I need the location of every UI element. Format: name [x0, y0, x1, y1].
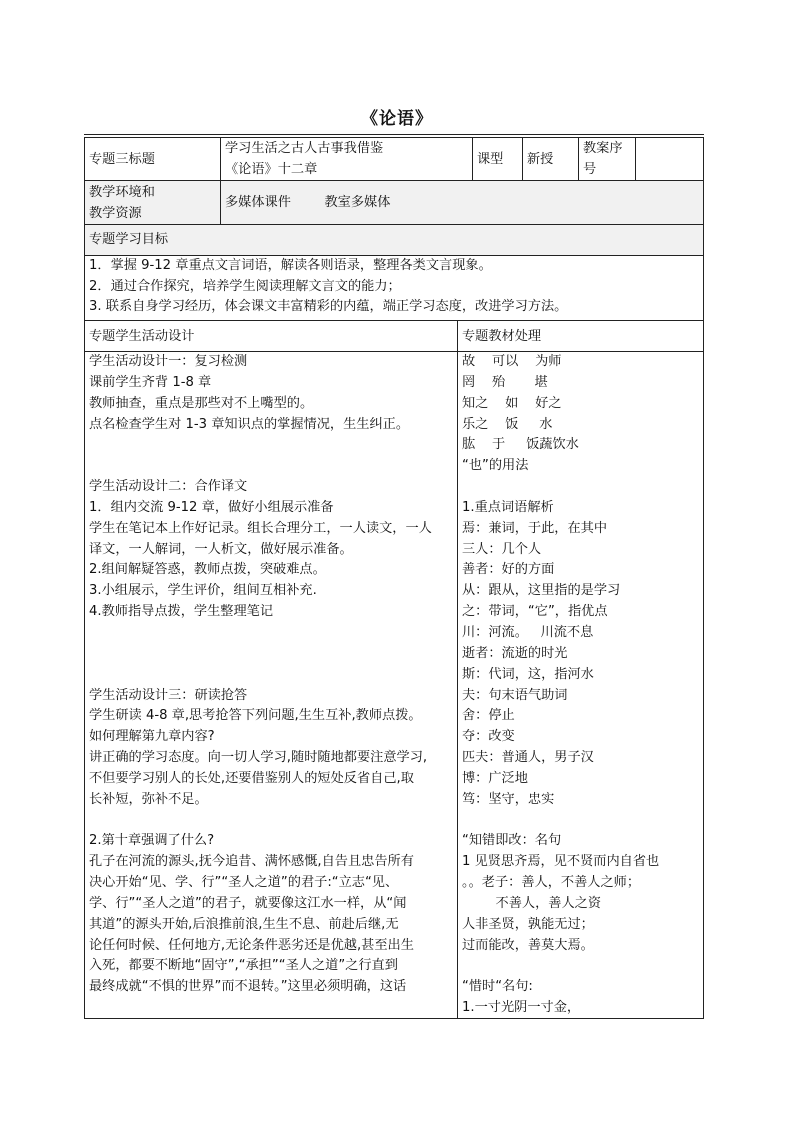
plan-seq-label-2: 号	[583, 162, 597, 177]
material-line: 1 见贤思齐焉，见不贤而内自省也	[462, 854, 660, 870]
activity-line: 决心开始“见、学、行”“圣人之道”的君子:“立志“见、	[89, 875, 399, 891]
activity-line: 其道”的源头开始,后浪推前浪,生生不息、前赴后继,无	[89, 916, 399, 932]
activity-line: 学生在笔记本上作好记录。组长合理分工，一人读文，一人	[89, 520, 432, 536]
plan-seq-label	[578, 138, 635, 180]
goal-item-3: 3. 联系自身学习经历，体会课文丰富精彩的内蕴，端正学习态度，改进学习方法。	[89, 299, 568, 314]
material-line: “也”的用法	[462, 458, 529, 474]
material-line: 从：跟从，这里指的是学习	[462, 583, 621, 599]
activity-line: 学生活动设计三：研读抢答	[89, 687, 248, 703]
material-line: 焉：兼词，于此，在其中	[462, 520, 608, 536]
env-value: 多媒体课件 教室多媒体	[225, 195, 391, 210]
material-line: 1.一寸光阴一寸金，	[462, 1000, 581, 1016]
material-line: “惜时“名句:	[462, 979, 533, 995]
material-line: 肱 于 饭蔬饮水	[462, 437, 579, 453]
activity-line: 学生研读 4-8 章,思考抢答下列问题,生生互补,教师点拨。	[89, 708, 422, 724]
topic-title-line-1: 学习生活之古人古事我借鉴	[225, 141, 384, 156]
env-label-1: 教学环境和	[89, 185, 155, 200]
material-line: 之：带词，“它”，指优点	[462, 604, 608, 620]
material-line: 人非圣贤，孰能无过；	[462, 916, 594, 932]
activity-line	[89, 456, 453, 477]
activity-line: 教师抽查，重点是那些对不上嘴型的。	[89, 395, 314, 411]
material-line: 博：广泛地	[462, 770, 528, 786]
row-line-4	[84, 320, 704, 321]
activities-header: 专题学生活动设计	[89, 329, 195, 344]
activity-line: 孔子在河流的源头,抚今追昔、满怀感慨,自告且忠告所有	[89, 854, 414, 870]
goals-label: 专题学习目标	[89, 232, 169, 247]
activity-line	[89, 644, 453, 665]
activities-column	[84, 352, 457, 998]
lesson-type-value: 新授	[527, 152, 554, 167]
row-line-2	[84, 224, 704, 225]
material-line: 夺：改变	[462, 729, 515, 745]
material-line: 笃：坚守，忠实	[462, 791, 555, 807]
activity-line: 4.教师指导点拨，学生整理笔记	[89, 604, 274, 620]
material-line: 罔 殆 堪	[462, 374, 548, 390]
material-line: 逝者：流逝的时光	[462, 645, 568, 661]
material-line: “知错即改：名句	[462, 833, 562, 849]
material-line	[462, 477, 699, 498]
material-line: 过而能改，善莫大焉。	[462, 937, 594, 953]
activity-line	[89, 623, 453, 644]
activity-line: 学生活动设计一：复习检测	[89, 354, 248, 369]
plan-seq-label-1: 教案序	[583, 141, 623, 156]
activity-line: 论任何时候、任何地方,无论条件恶劣还是优越,甚至出生	[89, 937, 414, 953]
activity-line: 点名检查学生对 1-3 章知识点的掌握情况，生生纠正。	[89, 416, 410, 432]
activity-line: 3.小组展示，学生评价，组间互相补充.	[89, 583, 317, 599]
materials-column	[457, 352, 703, 1019]
topic-label: 专题三标题	[89, 152, 155, 167]
activity-line: 最终成就“不惧的世界”而不退转。”这里必须明确，这话	[89, 979, 407, 995]
top-outer-line	[84, 134, 704, 135]
material-line: 夫：句末语气助词	[462, 687, 568, 703]
material-line: 不善人，善人之资	[462, 895, 602, 911]
activity-line: 讲正确的学习态度。向一切人学习,随时随地都要注意学习,	[89, 750, 428, 766]
material-line: 故 可以 为师	[462, 354, 562, 369]
goal-item-2: 2．通过合作探究，培养学生阅读理解文言文的能力；	[89, 278, 401, 294]
activity-line: 不但要学习别人的长处,还要借鉴别人的短处反省自己,取	[89, 770, 414, 786]
activity-line: 学生活动设计二：合作译文	[89, 479, 248, 495]
activity-line: 2.第十章强调了什么?	[89, 833, 215, 849]
material-line	[462, 811, 699, 832]
activity-line: 译文，一人解词，一人析文，做好展示准备。	[89, 541, 353, 557]
material-line: 舍：停止	[462, 708, 515, 724]
lesson-plan-table	[84, 137, 704, 1019]
activity-line: 课前学生齐背 1-8 章	[89, 374, 212, 390]
goals-list	[84, 256, 703, 318]
material-line: 1.重点词语解析	[462, 499, 554, 515]
right-border	[703, 137, 704, 1019]
material-line: 。。老子：善人，不善人之师；	[462, 875, 641, 891]
activity-line: 1．组内交流 9-12 章，做好小组展示准备	[89, 499, 334, 515]
material-line	[462, 956, 699, 977]
activity-line: 长补短，弥补不足。	[89, 791, 208, 807]
topic-title	[220, 138, 472, 180]
material-line: 斯：代词，这，指河水	[462, 666, 594, 682]
table-grid	[84, 137, 704, 1019]
document-title: 《论语》	[361, 109, 433, 129]
material-line: 川：河流。 川流不息	[462, 624, 594, 640]
materials-header: 专题教材处理	[462, 329, 542, 344]
col-line-e	[635, 137, 636, 180]
material-line: 乐之 饭 水	[462, 416, 553, 432]
activity-line: 入死，都要不断地“固守”,“承担”“圣人之道”之行直到	[89, 958, 398, 974]
activity-line: 如何理解第九章内容?	[89, 729, 215, 745]
row-line-1	[84, 180, 704, 181]
activity-line	[89, 665, 453, 686]
material-line: 知之 如 好之	[462, 395, 562, 411]
material-line: 三人：几个人	[462, 541, 542, 557]
material-line: 善者：好的方面	[462, 562, 555, 578]
env-label	[84, 182, 220, 224]
activity-line	[89, 435, 453, 456]
topic-title-line-2: 《论语》十二章	[225, 162, 318, 177]
env-label-2: 教学资源	[89, 206, 142, 221]
activity-line: 学、行”“圣人之道”的君子，就要像这江水一样，从“闻	[89, 895, 407, 911]
lesson-type-label: 课型	[477, 152, 504, 167]
goal-item-1: 1．掌握 9-12 章重点文言词语，解读各则语录，整理各类文言现象。	[89, 258, 492, 273]
activity-line: 2.组间解疑答惑，教师点拨，突破难点。	[89, 562, 326, 578]
material-line: 匹夫：普通人，男子汉	[462, 750, 594, 766]
activity-line	[89, 811, 453, 832]
